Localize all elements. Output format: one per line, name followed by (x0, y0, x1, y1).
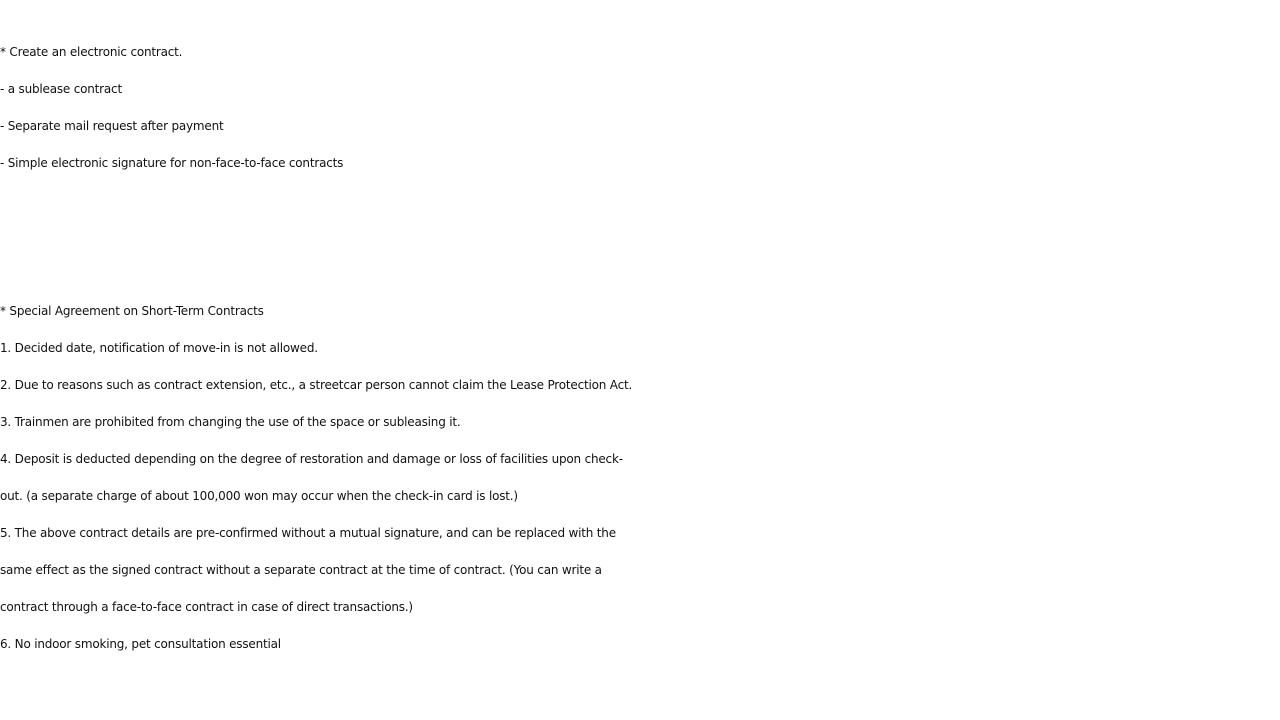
list-item: 1. Decided date, notification of move-in is not allowed. (0, 341, 318, 355)
list-item: - Separate mail request after payment (0, 119, 224, 133)
section-heading: * Special Agreement on Short-Term Contracts (0, 304, 264, 318)
list-item: - a sublease contract (0, 82, 122, 96)
list-item: contract through a face-to-face contract in case of direct transactions.) (0, 600, 413, 614)
list-item: 2. Due to reasons such as contract extension, etc., a streetcar person cannot claim the Lease Protection Act. (0, 378, 633, 392)
list-item: - Simple electronic signature for non-face-to-face contracts (0, 156, 344, 170)
list-item: same effect as the signed contract without a separate contract at the time of contract. (You can write a (0, 563, 602, 577)
special-agreement-section (0, 293, 1280, 663)
section-heading: * Create an electronic contract. (0, 45, 183, 59)
list-item: 4. Deposit is deducted depending on the degree of restoration and damage or loss of facilities upon check- (0, 452, 623, 466)
list-item: 5. The above contract details are pre-confirmed without a mutual signature, and can be replaced with the (0, 526, 616, 540)
list-item: out. (a separate charge of about 100,000 won may occur when the check-in card is lost.) (0, 489, 518, 503)
list-item: 6. No indoor smoking, pet consultation essential (0, 637, 281, 651)
list-item: 3. Trainmen are prohibited from changing the use of the space or subleasing it. (0, 415, 461, 429)
electronic-contract-section (0, 34, 1280, 182)
